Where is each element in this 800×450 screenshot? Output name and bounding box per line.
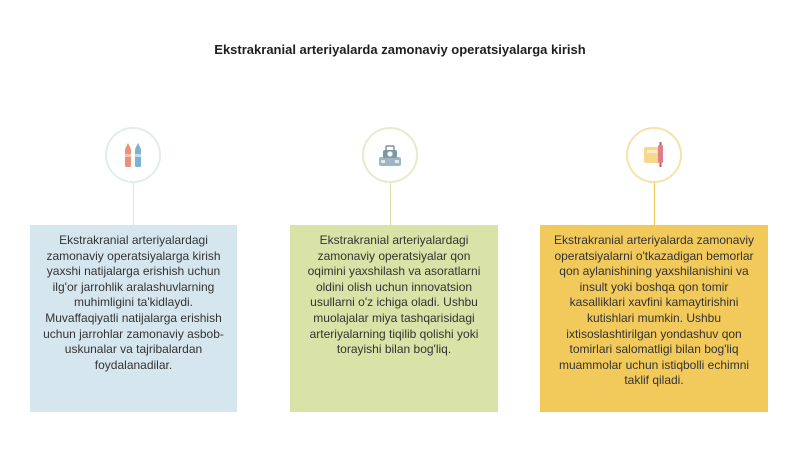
card-3-text: Ekstrakranial arteriyalarda zamonaviy operatsiyalarni o'tkazadigan bemorlar qon aylanishining yaxshilanishini va insult yoki boshqa qon tomir kasalliklari xavfini kamaytirishini kutishlari mumkin. Ushbu ixtisoslashtirilgan yondashuv qon tomirlari salomatligi bilan bog'liq muammolar uchun istiqbolli echimni taklif qiladi. [553,233,755,388]
syringe-icon [639,140,669,170]
card-2 [290,225,498,412]
connector-line-3 [654,183,655,225]
medical-kit-icon-circle [362,127,418,183]
medical-kit-icon [375,140,405,170]
card-2-text: Ekstrakranial arteriyalardagi zamonaviy operatsiyalar qon oqimini yaxshilash va asoratlarni oldini olish uchun innovatsion usullarni o'z ichiga oladi. Ushbu muolajalar miya tashqarisidagi arteriyalarning tiqilib qolishi yoki torayishi bilan bog'liq. [307,233,481,357]
syringe-icon-circle [626,127,682,183]
crayons-icon-circle [105,127,161,183]
card-1 [30,225,237,412]
card-3 [540,225,768,412]
card-1-text: Ekstrakranial arteriyalardagi zamonaviy operatsiyalarga kirish yaxshi natijalarga erishish uchun ilg'or jarrohlik aralashuvlarning muhimligini ta'kidlaydi. Muvaffaqiyatli natijalarga erishish uchun jarrohlar zamonaviy asbob-uskunalar va tajribalardan foydalanadilar. [43,233,224,372]
diagram-title: Ekstrakranial arteriyalarda zamonaviy operatsiyalarga kirish [214,42,586,57]
connector-line-1 [133,183,134,225]
crayons-icon [118,140,148,170]
connector-line-2 [390,183,391,225]
